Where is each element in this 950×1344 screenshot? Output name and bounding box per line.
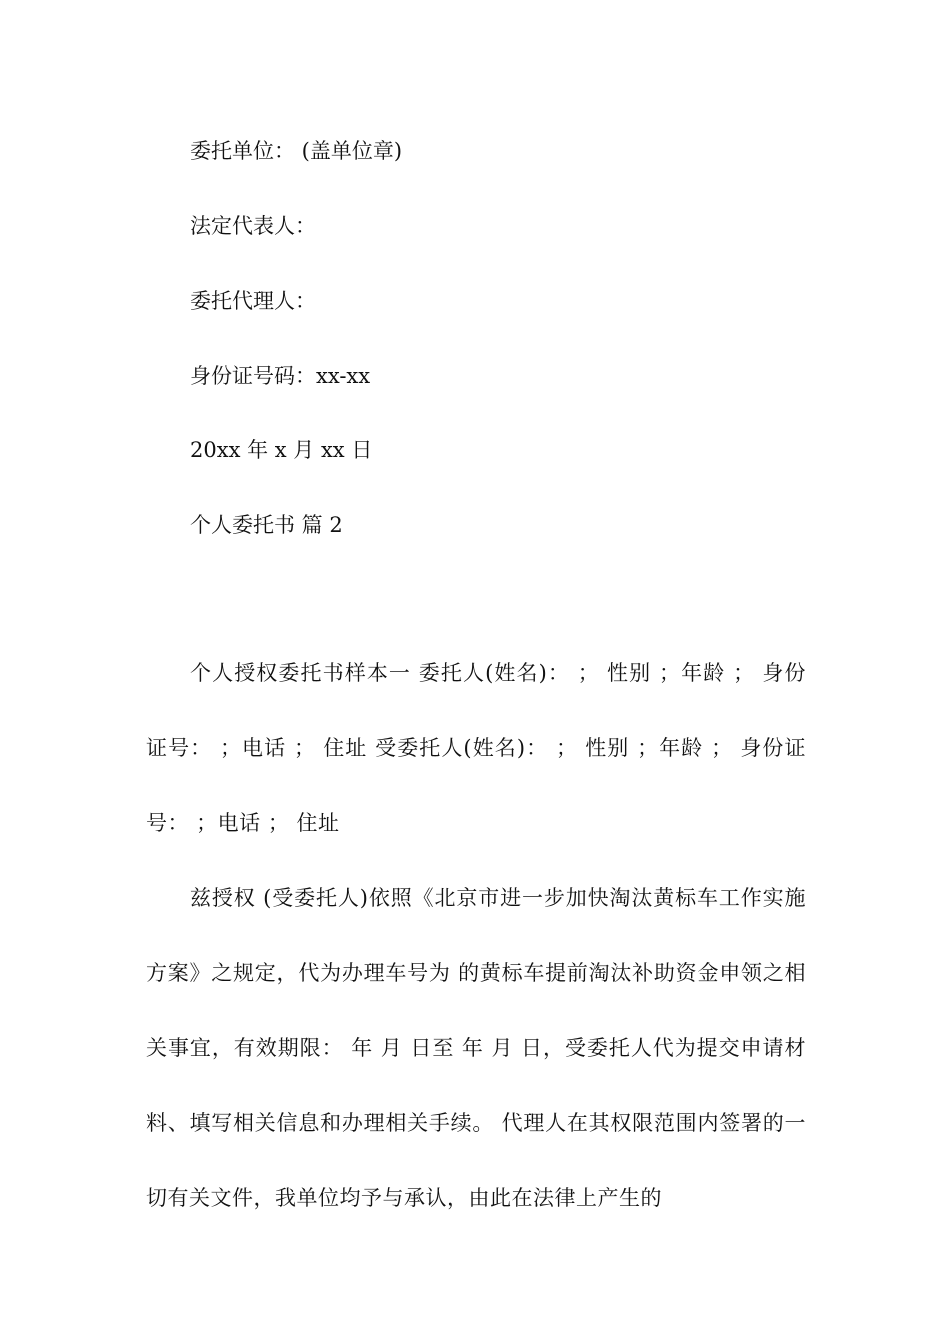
legal-representative-line: 法定代表人： bbox=[190, 214, 316, 238]
section-heading: 个人委托书 篇 2 bbox=[190, 513, 343, 537]
id-number-line: 身份证号码：xx-xx bbox=[190, 364, 371, 388]
authorization-body-paragraph: 兹授权 (受委托人)依照《北京市进一步加快淘汰黄标车工作实施方案》之规定，代为办理车号为 的黄标车提前淘汰补助资金申领之相关事宜，有效期限： 年 月 日至 年 月 日，受委托人代为提交申请材料、填写相关信息和办理相关手续。 代理人在其权限范围内签署的一切有关文件，我单位均予与承认，由此在法律上产生的 bbox=[146, 886, 806, 1210]
authorization-sample-paragraph: 个人授权委托书样本一 委托人(姓名)： ； 性别 ；年龄 ； 身份证号： ；电话 ； 住址 受委托人(姓名)： ； 性别 ；年龄 ； 身份证号： ；电话 ； 住址 bbox=[146, 661, 806, 835]
entrusting-unit-line: 委托单位： (盖单位章) bbox=[190, 139, 403, 163]
entrusted-agent-line: 委托代理人： bbox=[190, 289, 316, 313]
date-line: 20xx 年 x 月 xx 日 bbox=[190, 438, 373, 462]
